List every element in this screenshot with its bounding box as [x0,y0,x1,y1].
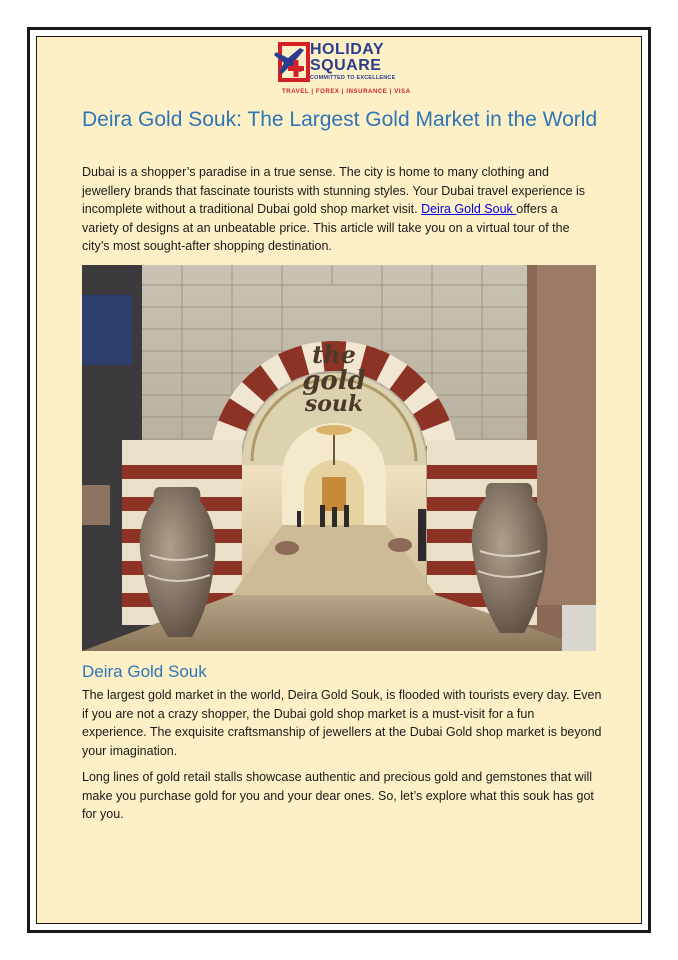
logo-services: TRAVEL | FOREX | INSURANCE | VISA [282,89,411,95]
sign-word-gold: gold [302,366,366,396]
deira-gold-souk-link[interactable]: Deira Gold Souk [421,202,517,216]
sign-word-souk: souk [304,391,364,417]
logo-tagline: COMMITTED TO EXCELLENCE [310,75,396,81]
intro-text-before: Dubai is a shopper’s paradise in a true sense. The city is home to many clothing and jewellery brands that fascinate tourists with stunning styles. Your Dubai travel experience is incomplete without a traditional Dubai gold shop market visit. [82,165,586,216]
intro-text-after: offers a variety of designs at an unbeatable price. This article will take you on a virtual tour of the city’s most sought-after shopping destination. [82,202,570,253]
intro-paragraph [82,163,594,256]
gold-souk-entrance-image [82,265,596,651]
sign-word-the: the [312,340,356,369]
gold-souk-photo [82,265,596,651]
section-paragraph-2: Long lines of gold retail stalls showcase authentic and precious gold and gemstones that will make you purchase gold for you and your dear ones. So, let’s explore what this souk has got for you. [82,770,594,821]
page-title: Deira Gold Souk: The Largest Gold Market in the World [82,108,598,131]
logo-word-square: SQUARE [310,57,382,74]
logo-word-holiday: HOLIDAY [310,41,385,58]
section-paragraph-1: The largest gold market in the world, Deira Gold Souk, is flooded with tourists every day. Even if you are not a crazy shopper, the Dubai gold shop market is a must-visit for a fun experience. The exquisite craftsmanship of jewellers at the Dubai Gold shop market is beyond your imagination. [82,688,602,758]
section-heading: Deira Gold Souk [82,662,207,681]
